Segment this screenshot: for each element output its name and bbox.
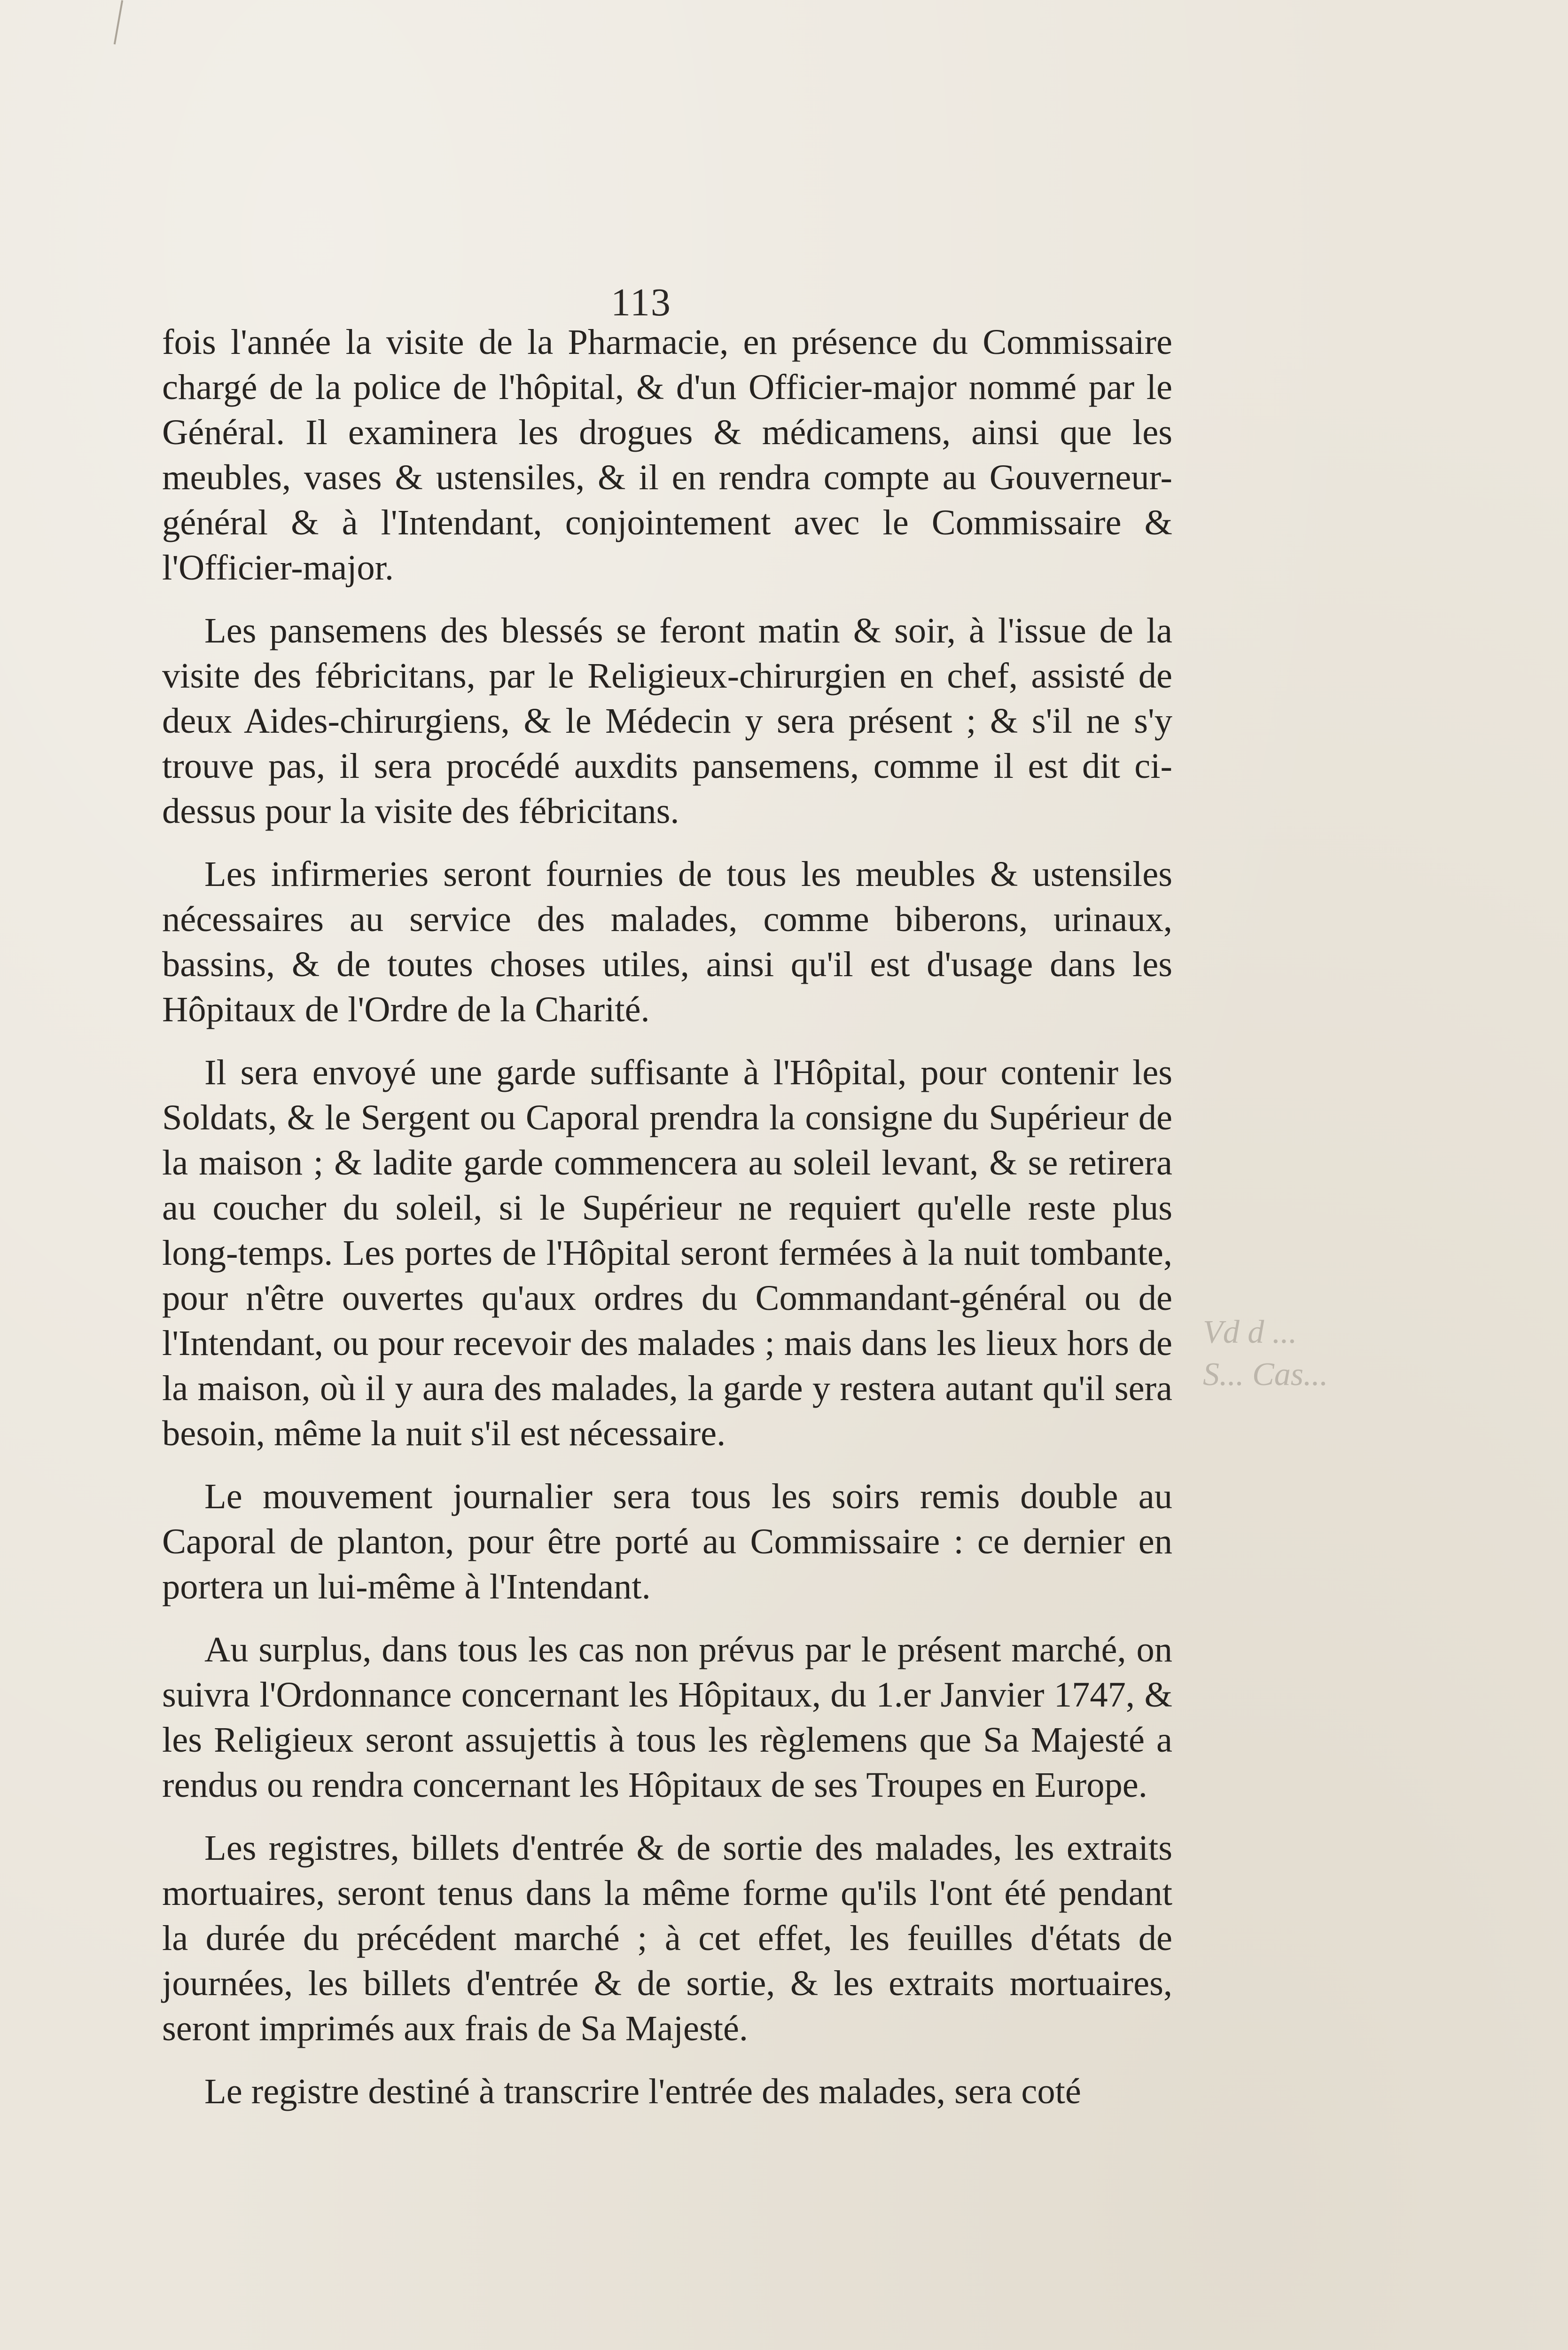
body-text: [162, 320, 1172, 2132]
paragraph-registres: Les registres, billets d'entrée & de sortie des malades, les extraits mortuaires, seront tenus dans la même forme qu'ils l'ont été pendant la durée du précédent marché ; à cet effet, les feuilles d'états de journées, les billets d'entrée & de sortie, & les extraits mortuaires, seront imprimés aux frais de Sa Majesté.: [162, 1828, 1172, 2048]
margin-annotation: [1203, 1311, 1328, 1396]
paragraph-garde: Il sera envoyé une garde suffisante à l'Hôpital, pour contenir les Soldats, & le Sergent ou Caporal prendra la consigne du Supérieur de la maison ; & ladite garde commencera au soleil levant, & se retirera au coucher du soleil, si le Supérieur ne requiert qu'elle reste plus long-temps. Les portes de l'Hôpital seront fermées à la nuit tombante, pour n'être ouvertes qu'aux ordres du Commandant-général ou de l'Intendant, ou pour recevoir des malades ; mais dans les lieux hors de la maison, où il y aura des malades, la garde y restera autant qu'il sera besoin, même la nuit s'il est nécessaire.: [162, 1052, 1172, 1453]
page-number: 113: [611, 281, 671, 324]
paragraph-pharmacie: fois l'année la visite de la Pharmacie, en présence du Commissaire chargé de la police de l'hôpital, & d'un Officier-major nommé par le Général. Il examinera les drogues & médicamens, ainsi que les meubles, vases & ustensiles, & il en rendra compte au Gouverneur-général & à l'Intendant, conjointement avec le Commissaire & l'Officier-major.: [162, 322, 1172, 588]
paragraph-mouvement: Le mouvement journalier sera tous les soirs remis double au Caporal de planton, pour être porté au Commissaire : ce dernier en portera un lui-même à l'Intendant.: [162, 1476, 1172, 1606]
paragraph-pansemens: Les pansemens des blessés se feront matin & soir, à l'issue de la visite des fébricitans, par le Religieux-chirurgien en chef, assisté de deux Aides-chirurgiens, & le Médecin y sera présent ; & s'il ne s'y trouve pas, il sera procédé auxdits pansemens, comme il est dit ci-dessus pour la visite des fébricitans.: [162, 611, 1172, 831]
paragraph-surplus: Au surplus, dans tous les cas non prévus par le présent marché, on suivra l'Ordonnance concernant les Hôpitaux, du 1.er Janvier 1747, & les Religieux seront assujettis à tous les règlemens que Sa Majesté a rendus ou rendra concernant les Hôpitaux de ses Troupes en Europe.: [162, 1629, 1172, 1805]
margin-annotation-line: Vd d ...: [1203, 1314, 1297, 1350]
paper-edge-mark: [114, 0, 123, 44]
margin-annotation-line: S... Cas...: [1203, 1356, 1328, 1393]
paragraph-infirmeries: Les infirmeries seront fournies de tous les meubles & ustensiles nécessaires au service des malades, comme biberons, urinaux, bassins, & de toutes choses utiles, ainsi qu'il est d'usage dans les Hôpitaux de l'Ordre de la Charité.: [162, 854, 1172, 1029]
paragraph-registre-cote: Le registre destiné à transcrire l'entrée des malades, sera coté: [204, 2071, 1081, 2111]
